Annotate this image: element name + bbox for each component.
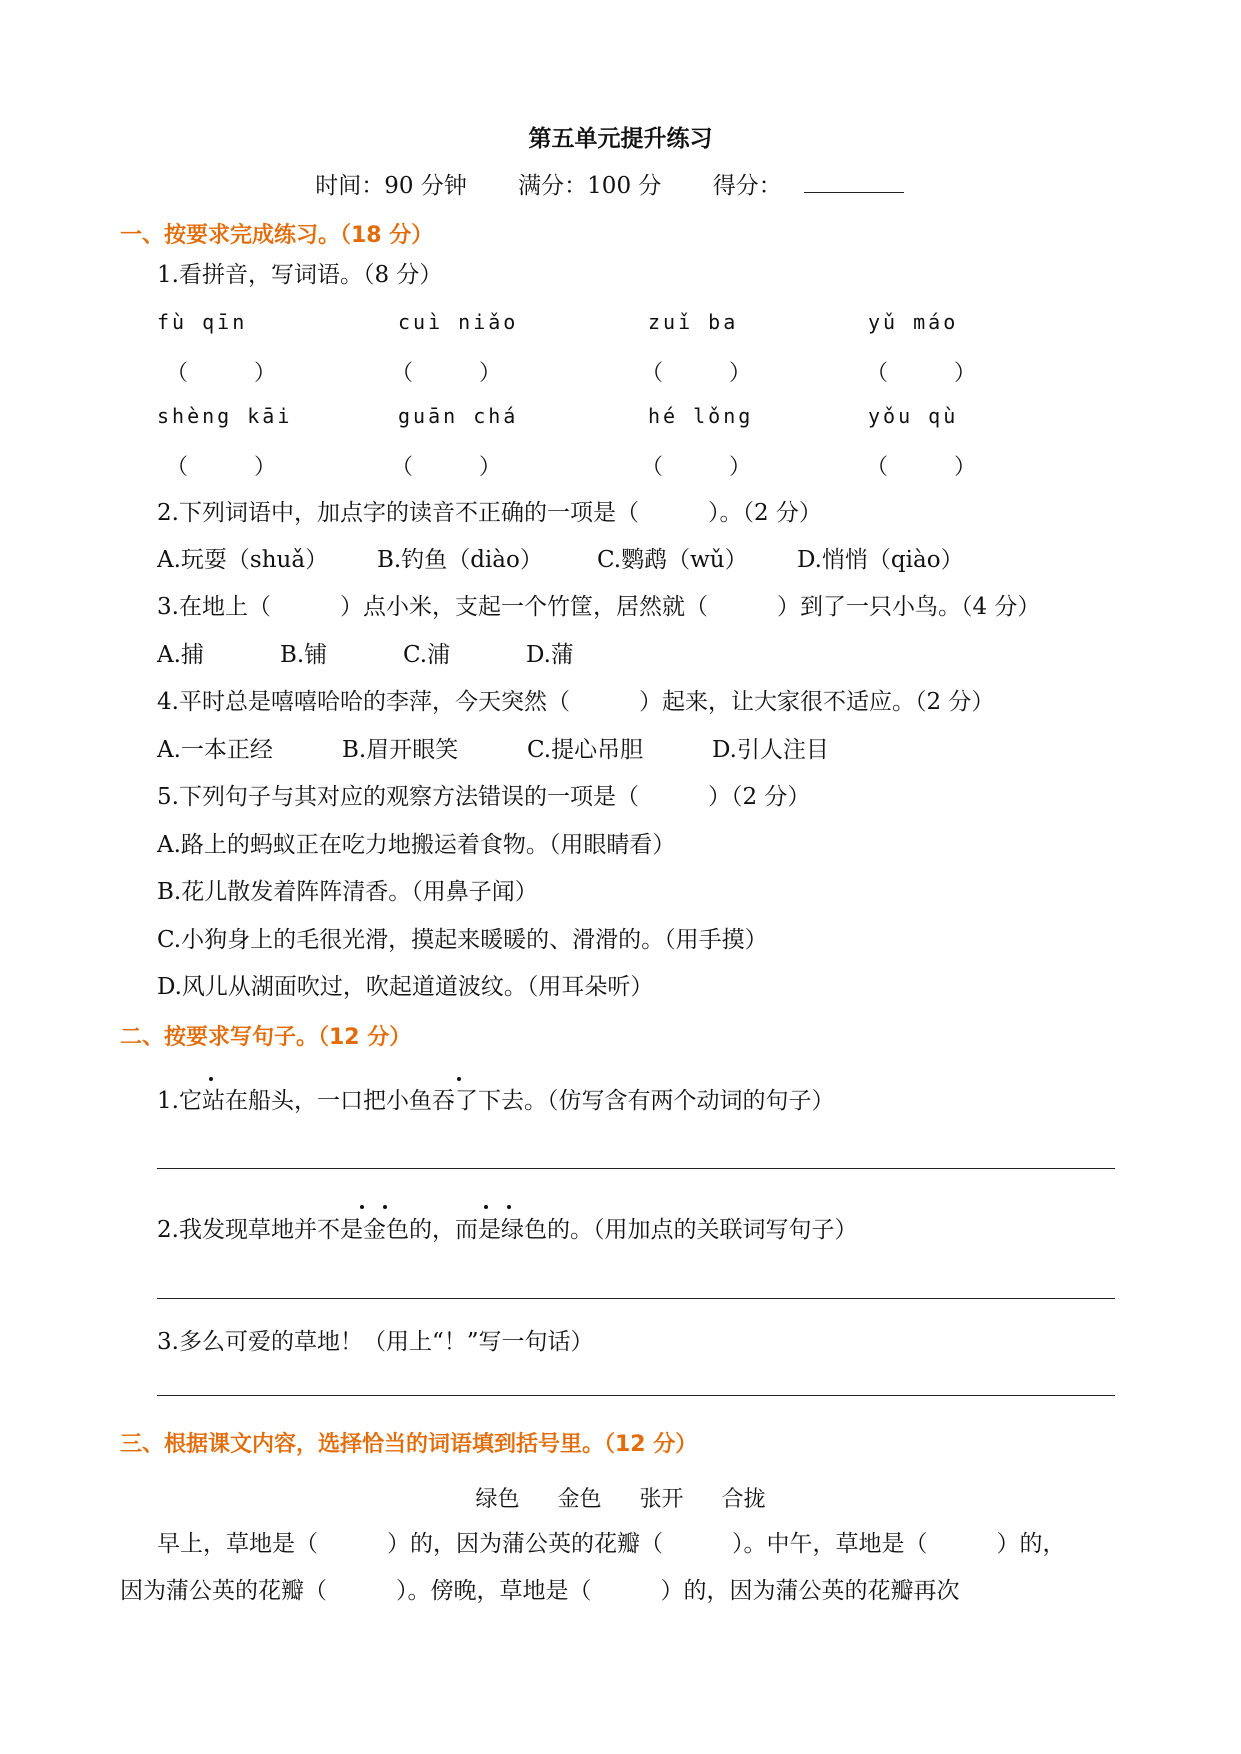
answer-line[interactable] [157, 1395, 1115, 1396]
answer-blank[interactable]: （ ） [391, 361, 502, 386]
option[interactable]: D.风儿从湖面吹过，吹起道道波纹。（用耳朵听） [157, 974, 654, 1000]
answer-blank[interactable]: （ ） [391, 455, 502, 480]
s2-q3: 3.多么可爱的草地！（用上“！”写一句话） [157, 1329, 594, 1355]
s1-q5: 5.下列句子与其对应的观察方法错误的一项是（ ）（2 分） [157, 784, 811, 810]
word-option[interactable]: 张开 [639, 1487, 684, 1512]
answer-blank[interactable]: （ ） [866, 455, 977, 480]
answer-blank[interactable]: （ ） [641, 455, 752, 480]
s1-q2-options [157, 545, 964, 575]
pinyin: cuì niǎo [398, 310, 519, 334]
word-option[interactable]: 合拢 [721, 1487, 766, 1512]
score-label: 得分： [713, 173, 926, 199]
option[interactable]: A.一本正经 [157, 737, 273, 763]
page-title: 第五单元提升练习 [528, 125, 713, 152]
pinyin: hé lǒng [648, 404, 754, 428]
emphasis-dot [360, 1205, 364, 1209]
pinyin: shèng kāi [157, 404, 293, 428]
score-blank[interactable] [804, 172, 904, 193]
word-bank [0, 1482, 1241, 1513]
s1-q3-options [157, 640, 574, 670]
s3-passage-line-1: 早上，草地是（ ）的，因为蒲公英的花瓣（ ）。中午，草地是（ ）的， [157, 1531, 1066, 1557]
option[interactable]: D.引人注目 [712, 737, 829, 763]
option[interactable]: B.花儿散发着阵阵清香。（用鼻子闻） [157, 879, 538, 905]
full-score-info: 满分：100 分 [518, 173, 662, 199]
pinyin: yǒu qù [868, 404, 959, 428]
s2-q2: 2.我发现草地并不是金色的，而是绿色的。（用加点的关联词写句子） [157, 1217, 858, 1243]
word-option[interactable]: 绿色 [475, 1487, 520, 1512]
pinyin: yǔ máo [868, 310, 959, 334]
emphasis-dot [209, 1077, 213, 1081]
pinyin: fù qīn [157, 310, 248, 334]
option[interactable]: B.钓鱼（diào） [377, 547, 543, 573]
option[interactable]: A.路上的蚂蚁正在吃力地搬运着食物。（用眼睛看） [157, 832, 676, 858]
answer-blank[interactable]: （ ） [166, 455, 277, 480]
emphasis-dot [507, 1205, 511, 1209]
exam-meta [0, 167, 1241, 200]
section-3-heading: 三、根据课文内容，选择恰当的词语填到括号里。（12 分） [120, 1432, 698, 1457]
time-info: 时间：90 分钟 [315, 173, 467, 199]
s1-q3: 3.在地上（ ）点小米，支起一个竹筐，居然就（ ）到了一只小鸟。（4 分） [157, 594, 1041, 620]
option[interactable]: B.眉开眼笑 [342, 737, 459, 763]
emphasis-dot [484, 1205, 488, 1209]
answer-blank[interactable]: （ ） [641, 361, 752, 386]
s2-q1: 1.它站在船头，一口把小鱼吞了下去。（仿写含有两个动词的句子） [157, 1088, 835, 1114]
option[interactable]: C.浦 [403, 642, 451, 668]
option[interactable]: C.小狗身上的毛很光滑，摸起来暖暖的、滑滑的。（用手摸） [157, 927, 768, 953]
s3-passage-line-2: 因为蒲公英的花瓣（ ）。傍晚，草地是（ ）的，因为蒲公英的花瓣再次 [120, 1578, 960, 1604]
answer-blank[interactable]: （ ） [866, 361, 977, 386]
s1-q4: 4.平时总是嘻嘻哈哈的李萍，今天突然（ ）起来，让大家很不适应。（2 分） [157, 689, 995, 715]
pinyin: zuǐ ba [648, 310, 739, 334]
option[interactable]: A.捕 [157, 642, 204, 668]
answer-line[interactable] [157, 1298, 1115, 1299]
section-1-heading: 一、按要求完成练习。（18 分） [120, 223, 434, 248]
emphasis-dot [383, 1205, 387, 1209]
section-2-heading: 二、按要求写句子。（12 分） [120, 1025, 412, 1050]
answer-blank[interactable]: （ ） [166, 361, 277, 386]
option[interactable]: C.鹦鹉（wǔ） [597, 547, 748, 573]
option[interactable]: B.铺 [280, 642, 328, 668]
option[interactable]: D.悄悄（qiào） [797, 547, 964, 573]
s1-q2: 2.下列词语中，加点字的读音不正确的一项是（ ）。（2 分） [157, 500, 822, 526]
answer-line[interactable] [157, 1168, 1115, 1169]
pinyin: guān chá [398, 404, 519, 428]
option[interactable]: A.玩耍（shuǎ） [157, 547, 329, 573]
s1-q1: 1.看拼音，写词语。（8 分） [157, 262, 443, 288]
s1-q4-options [157, 735, 829, 765]
word-option[interactable]: 金色 [557, 1487, 602, 1512]
emphasis-dot [457, 1077, 461, 1081]
option[interactable]: D.蒲 [526, 642, 574, 668]
option[interactable]: C.提心吊胆 [527, 737, 644, 763]
